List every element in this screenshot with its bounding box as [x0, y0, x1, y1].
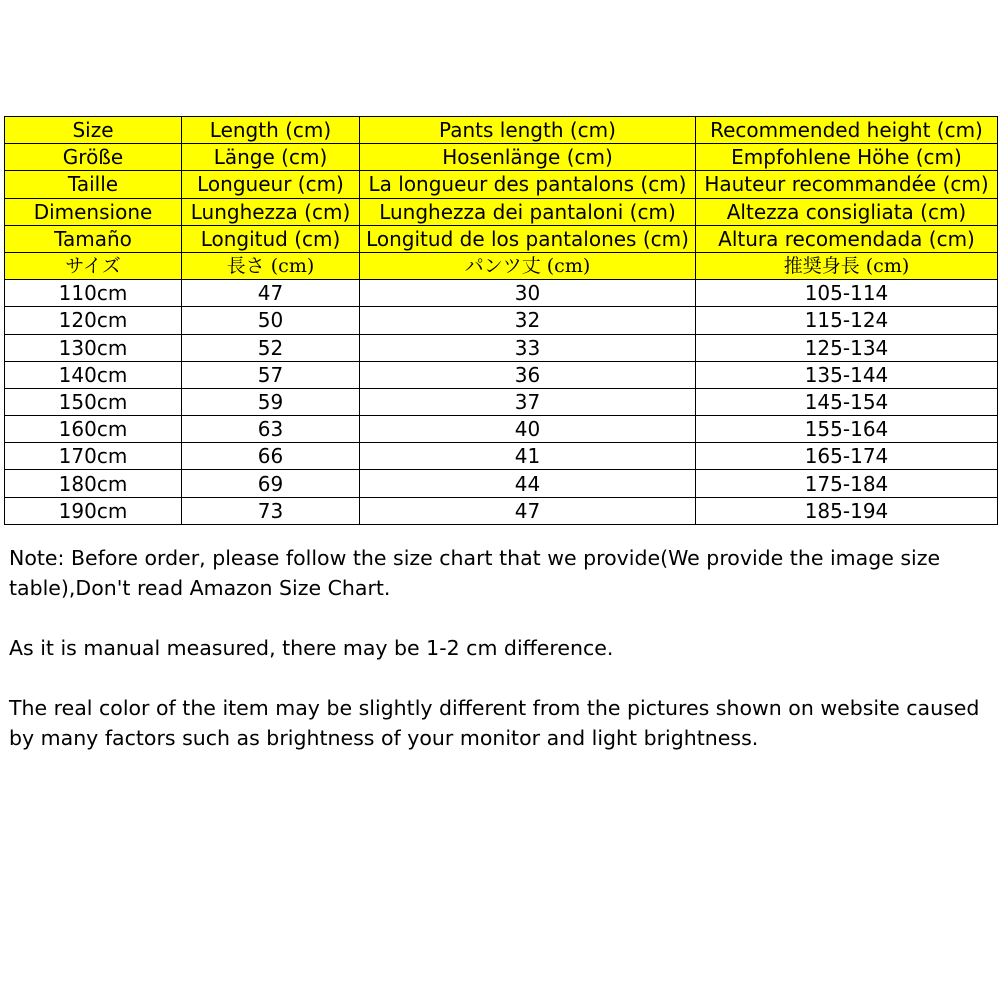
header-cell-pants-length: Longitud de los pantalones (cm) — [360, 225, 696, 252]
cell-recommended-height: 105-114 — [696, 280, 998, 307]
cell-pants-length: 30 — [360, 280, 696, 307]
header-cell-recommended-height: Altezza consigliata (cm) — [696, 198, 998, 225]
header-cell-recommended-height: Hauteur recommandée (cm) — [696, 171, 998, 198]
cell-length: 73 — [182, 497, 360, 524]
cell-recommended-height: 185-194 — [696, 497, 998, 524]
header-row-fr — [5, 171, 998, 198]
header-row-de — [5, 144, 998, 171]
header-cell-size: サイズ — [5, 252, 182, 279]
note-measurement-difference: As it is manual measured, there may be 1-2 cm difference. — [9, 636, 614, 660]
notes-section — [9, 543, 994, 783]
header-cell-recommended-height: Empfohlene Höhe (cm) — [696, 144, 998, 171]
cell-recommended-height: 125-134 — [696, 334, 998, 361]
cell-pants-length: 37 — [360, 388, 696, 415]
table-row — [5, 443, 998, 470]
cell-recommended-height: 135-144 — [696, 361, 998, 388]
cell-length: 57 — [182, 361, 360, 388]
cell-recommended-height: 175-184 — [696, 470, 998, 497]
cell-size: 160cm — [5, 416, 182, 443]
cell-recommended-height: 155-164 — [696, 416, 998, 443]
cell-size: 110cm — [5, 280, 182, 307]
header-cell-size: Dimensione — [5, 198, 182, 225]
table-row — [5, 280, 998, 307]
header-cell-pants-length: Pants length (cm) — [360, 117, 696, 144]
header-cell-pants-length: Hosenlänge (cm) — [360, 144, 696, 171]
note-order-size-chart: Note: Before order, please follow the size chart that we provide(We provide the image size table),Don't read Amazon Size Chart. — [9, 546, 941, 600]
header-cell-length: Longueur (cm) — [182, 171, 360, 198]
cell-pants-length: 44 — [360, 470, 696, 497]
header-cell-pants-length: Lunghezza dei pantaloni (cm) — [360, 198, 696, 225]
header-cell-length: 長さ (cm) — [182, 252, 360, 279]
header-cell-pants-length: La longueur des pantalons (cm) — [360, 171, 696, 198]
table-row — [5, 416, 998, 443]
cell-pants-length: 40 — [360, 416, 696, 443]
cell-pants-length: 47 — [360, 497, 696, 524]
header-cell-recommended-height: 推奨身長 (cm) — [696, 252, 998, 279]
table-row — [5, 470, 998, 497]
header-cell-size: Taille — [5, 171, 182, 198]
note-color-difference: The real color of the item may be slightly different from the pictures shown on website caused by many factors such as brightness of your monitor and light brightness. — [9, 696, 980, 750]
cell-pants-length: 32 — [360, 307, 696, 334]
table-row — [5, 361, 998, 388]
header-row-es — [5, 225, 998, 252]
header-cell-size: Größe — [5, 144, 182, 171]
cell-recommended-height: 115-124 — [696, 307, 998, 334]
cell-length: 52 — [182, 334, 360, 361]
header-cell-size: Size — [5, 117, 182, 144]
cell-pants-length: 33 — [360, 334, 696, 361]
header-row-en — [5, 117, 998, 144]
cell-length: 47 — [182, 280, 360, 307]
header-cell-length: Longitud (cm) — [182, 225, 360, 252]
cell-size: 190cm — [5, 497, 182, 524]
header-cell-length: Länge (cm) — [182, 144, 360, 171]
cell-recommended-height: 145-154 — [696, 388, 998, 415]
header-row-it — [5, 198, 998, 225]
header-cell-length: Lunghezza (cm) — [182, 198, 360, 225]
header-cell-size: Tamaño — [5, 225, 182, 252]
header-cell-recommended-height: Altura recomendada (cm) — [696, 225, 998, 252]
cell-pants-length: 41 — [360, 443, 696, 470]
cell-pants-length: 36 — [360, 361, 696, 388]
cell-recommended-height: 165-174 — [696, 443, 998, 470]
cell-length: 50 — [182, 307, 360, 334]
cell-length: 69 — [182, 470, 360, 497]
table-row — [5, 497, 998, 524]
cell-length: 59 — [182, 388, 360, 415]
cell-length: 66 — [182, 443, 360, 470]
cell-size: 120cm — [5, 307, 182, 334]
header-row-ja — [5, 252, 998, 279]
size-chart-table — [4, 116, 998, 525]
header-cell-recommended-height: Recommended height (cm) — [696, 117, 998, 144]
cell-length: 63 — [182, 416, 360, 443]
cell-size: 150cm — [5, 388, 182, 415]
header-cell-pants-length: パンツ丈 (cm) — [360, 252, 696, 279]
cell-size: 130cm — [5, 334, 182, 361]
cell-size: 170cm — [5, 443, 182, 470]
header-cell-length: Length (cm) — [182, 117, 360, 144]
table-row — [5, 334, 998, 361]
cell-size: 140cm — [5, 361, 182, 388]
cell-size: 180cm — [5, 470, 182, 497]
table-row — [5, 307, 998, 334]
table-row — [5, 388, 998, 415]
